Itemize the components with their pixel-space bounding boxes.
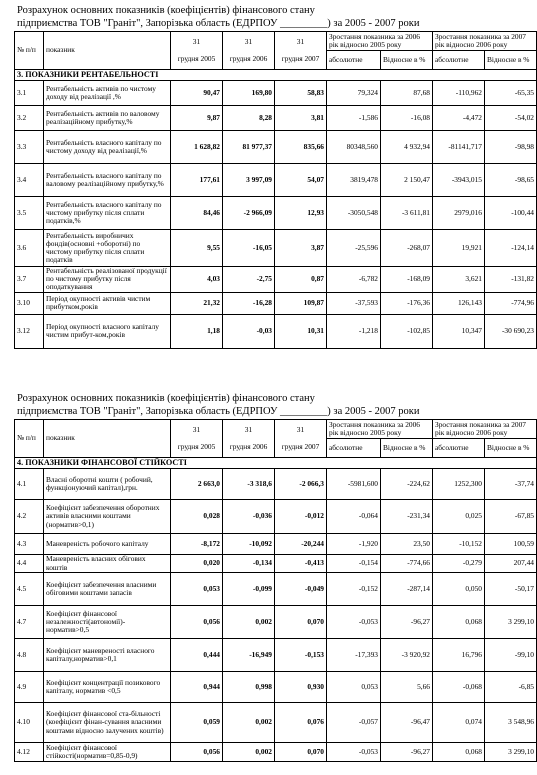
value-2005: 1 628,82 [171, 131, 223, 164]
rel-change-2006: -268,07 [381, 230, 433, 267]
value-2007: 0,87 [275, 267, 327, 293]
abs-change-2007: 1252,300 [433, 469, 485, 500]
row-number: 3.12 [15, 314, 44, 348]
col-header-2005: 31 грудня 2005 [171, 32, 223, 70]
abs-change-2007: 19,921 [433, 230, 485, 267]
indicator-name: Період окупності активів чистим прибутком,років [44, 292, 171, 314]
abs-change-2007: -3943,015 [433, 164, 485, 197]
abs-change-2007: 0,074 [433, 703, 485, 743]
abs-change-2006: -25,596 [327, 230, 381, 267]
value-2007: -0,012 [275, 500, 327, 534]
value-2007: 3,87 [275, 230, 327, 267]
rel-change-2006: -96,27 [381, 743, 433, 762]
value-2007: 0,076 [275, 703, 327, 743]
rel-change-2007: -774,96 [485, 292, 537, 314]
profitability-table [14, 31, 537, 349]
table-row [15, 743, 537, 762]
value-2005: 1,18 [171, 314, 223, 348]
abs-change-2007: 10,347 [433, 314, 485, 348]
abs-change-2007: -110,962 [433, 81, 485, 106]
table-row [15, 639, 537, 672]
col-header-number: № п/п [15, 32, 44, 70]
rel-change-2007: -99,10 [485, 639, 537, 672]
rel-change-2007: -50,17 [485, 573, 537, 606]
rel-change-2006: -774,66 [381, 555, 433, 573]
row-number: 3.6 [15, 230, 44, 267]
rel-change-2007: 100,59 [485, 534, 537, 555]
indicator-name: Рентабельність активів по чистому доходу від реалізації ,% [44, 81, 171, 106]
row-number: 3.7 [15, 267, 44, 293]
value-2006: 81 977,37 [223, 131, 275, 164]
row-number: 4.3 [15, 534, 44, 555]
abs-change-2007: 16,796 [433, 639, 485, 672]
value-2006: 3 997,09 [223, 164, 275, 197]
value-2006: -0,03 [223, 314, 275, 348]
abs-change-2006: -0,057 [327, 703, 381, 743]
value-2005: 0,444 [171, 639, 223, 672]
indicator-name: Рентабельність реалізованої продукції по чистому прибутку після оподаткування [44, 267, 171, 293]
value-2005: 21,32 [171, 292, 223, 314]
col-header-indicator: показник [44, 32, 171, 70]
row-number: 4.12 [15, 743, 44, 762]
value-2005: 0,056 [171, 743, 223, 762]
indicator-name: Коефіцієнт маневреності власного капіталу,норматив>0,1 [44, 639, 171, 672]
abs-change-2006: -0,154 [327, 555, 381, 573]
value-2007: 0,070 [275, 606, 327, 639]
rel-change-2006: -224,62 [381, 469, 433, 500]
rel-change-2006: 5,66 [381, 672, 433, 703]
section-title: 3. ПОКАЗНИКИ РЕНТАБЕЛЬНОСТІ [15, 70, 537, 81]
abs-change-2006: 79,324 [327, 81, 381, 106]
value-2006: 8,28 [223, 106, 275, 131]
value-2006: 169,80 [223, 81, 275, 106]
rel-change-2007: -98,65 [485, 164, 537, 197]
table-row [15, 555, 537, 573]
col-header-2005: 31 грудня 2005 [171, 420, 223, 458]
table-row [15, 703, 537, 743]
value-2007: 12,93 [275, 197, 327, 230]
col-header-growth-2007: Зростання показника за 2007 рік відносно 2006 року [433, 32, 537, 51]
abs-change-2006: -3050,548 [327, 197, 381, 230]
value-2005: 0,056 [171, 606, 223, 639]
abs-change-2007: 0,068 [433, 606, 485, 639]
table-row [15, 267, 537, 293]
rel-change-2006: 2 150,47 [381, 164, 433, 197]
col-header-2007: 31 грудня 2007 [275, 32, 327, 70]
indicator-name: Коефіцієнт фінансової стійкості(норматив=0,85-0,9) [44, 743, 171, 762]
table-row [15, 292, 537, 314]
block-heading [17, 392, 521, 418]
col-header-relative: Відносне в % [381, 51, 433, 70]
value-2007: -0,413 [275, 555, 327, 573]
table-row [15, 672, 537, 703]
value-2006: -2,75 [223, 267, 275, 293]
table-row [15, 606, 537, 639]
abs-change-2006: -0,053 [327, 743, 381, 762]
rel-change-2006: -168,09 [381, 267, 433, 293]
stability-block [14, 392, 534, 762]
value-2006: 0,002 [223, 606, 275, 639]
table-row [15, 131, 537, 164]
indicator-name: Коефіцієнт забезпечення оборотних активів власними коштами (норматив>0,1) [44, 500, 171, 534]
value-2007: 835,66 [275, 131, 327, 164]
heading-line-1: Розрахунок основних показників (коефіцієнтів) фінансового стану [17, 393, 315, 404]
col-header-absolute: абсолютне [433, 439, 485, 458]
value-2007: -0,049 [275, 573, 327, 606]
rel-change-2006: -176,36 [381, 292, 433, 314]
row-number: 3.1 [15, 81, 44, 106]
heading-line-2: підприємства ТОВ "Граніт", Запорізька область (ЕДРПОУ _________) за 2005 - 2007 роки [17, 18, 420, 29]
value-2006: -0,036 [223, 500, 275, 534]
value-2007: 0,070 [275, 743, 327, 762]
abs-change-2006: -1,218 [327, 314, 381, 348]
col-header-2007: 31 грудня 2007 [275, 420, 327, 458]
value-2005: 9,55 [171, 230, 223, 267]
indicator-name: Рентабельність виробничих фондів(основні +оборотні) по чистому прибутку після сплати податків [44, 230, 171, 267]
indicator-name: Власні оборотні кошти ( робочий, функціонуючий капітал),грн. [44, 469, 171, 500]
block-heading [17, 4, 521, 30]
col-header-relative: Відносне в % [485, 439, 537, 458]
heading-line-1: Розрахунок основних показників (коефіцієнтів) фінансового стану [17, 5, 315, 16]
section-title: 4. ПОКАЗНИКИ ФІНАНСОВОЇ СТІЙКОСТІ [15, 458, 537, 469]
value-2006: -2 966,09 [223, 197, 275, 230]
value-2005: 0,053 [171, 573, 223, 606]
value-2007: -2 066,3 [275, 469, 327, 500]
rel-change-2006: 87,68 [381, 81, 433, 106]
value-2005: -8,172 [171, 534, 223, 555]
value-2007: 54,07 [275, 164, 327, 197]
value-2006: -16,28 [223, 292, 275, 314]
col-header-number: № п/п [15, 420, 44, 458]
row-number: 4.8 [15, 639, 44, 672]
value-2006: -16,949 [223, 639, 275, 672]
indicator-name: Рентабельність власного капіталу по чистому доходу від реалізації,% [44, 131, 171, 164]
indicator-name: Коефіцієнт забезпечення власними обіговими коштами запасів [44, 573, 171, 606]
rel-change-2007: -98,98 [485, 131, 537, 164]
rel-change-2006: -102,85 [381, 314, 433, 348]
value-2006: 0,998 [223, 672, 275, 703]
value-2006: -0,134 [223, 555, 275, 573]
abs-change-2006: -37,593 [327, 292, 381, 314]
value-2005: 0,059 [171, 703, 223, 743]
table-row [15, 230, 537, 267]
row-number: 4.1 [15, 469, 44, 500]
indicator-name: Рентабельність власного капіталу по валовому реалізаційному прибутку,% [44, 164, 171, 197]
indicator-name: Маневреність власних обігових коштів [44, 555, 171, 573]
heading-line-2: підприємства ТОВ "Граніт", Запорізька область (ЕДРПОУ _________) за 2005 - 2007 роки [17, 406, 420, 417]
rel-change-2007: -124,14 [485, 230, 537, 267]
indicator-name: Маневреність робочого капіталу [44, 534, 171, 555]
value-2007: 3,81 [275, 106, 327, 131]
value-2007: 109,87 [275, 292, 327, 314]
abs-change-2006: -0,053 [327, 606, 381, 639]
table-row [15, 469, 537, 500]
value-2005: 84,46 [171, 197, 223, 230]
row-number: 3.5 [15, 197, 44, 230]
indicator-name: Рентабельність активів по валовому реалізаційному прибутку,% [44, 106, 171, 131]
value-2007: 58,83 [275, 81, 327, 106]
value-2005: 177,61 [171, 164, 223, 197]
indicator-name: Коефіцієнт фінансової незалежності(автономії)-норматив>0,5 [44, 606, 171, 639]
value-2005: 2 663,0 [171, 469, 223, 500]
rel-change-2007: 207,44 [485, 555, 537, 573]
abs-change-2007: -4,472 [433, 106, 485, 131]
row-number: 4.2 [15, 500, 44, 534]
abs-change-2006: 3819,478 [327, 164, 381, 197]
rel-change-2007: 3 299,10 [485, 743, 537, 762]
rel-change-2007: -30 690,23 [485, 314, 537, 348]
indicator-name: Період окупності власного капіталу чистим прибут-ком,років [44, 314, 171, 348]
abs-change-2006: -1,920 [327, 534, 381, 555]
rel-change-2007: -37,74 [485, 469, 537, 500]
rel-change-2007: 3 548,96 [485, 703, 537, 743]
indicator-name: Рентабельність власного капіталу по чистому прибутку після сплати податків,% [44, 197, 171, 230]
col-header-relative: Відносне в % [381, 439, 433, 458]
value-2006: 0,002 [223, 703, 275, 743]
section-row [15, 458, 537, 469]
rel-change-2006: -3 611,81 [381, 197, 433, 230]
rel-change-2006: 4 932,94 [381, 131, 433, 164]
abs-change-2007: 2979,016 [433, 197, 485, 230]
abs-change-2007: -10,152 [433, 534, 485, 555]
value-2005: 9,87 [171, 106, 223, 131]
value-2007: -20,244 [275, 534, 327, 555]
profitability-block [14, 4, 534, 349]
abs-change-2006: -0,152 [327, 573, 381, 606]
indicator-name: Коефіцієнт концентрації позикового капіталу, норматив <0,5 [44, 672, 171, 703]
value-2007: -0,153 [275, 639, 327, 672]
abs-change-2007: 0,025 [433, 500, 485, 534]
abs-change-2006: 0,053 [327, 672, 381, 703]
table-row [15, 106, 537, 131]
row-number: 4.4 [15, 555, 44, 573]
rel-change-2006: -96,47 [381, 703, 433, 743]
table-row [15, 314, 537, 348]
table-row [15, 534, 537, 555]
row-number: 4.10 [15, 703, 44, 743]
row-number: 3.3 [15, 131, 44, 164]
table-row [15, 164, 537, 197]
value-2005: 0,020 [171, 555, 223, 573]
table-row [15, 573, 537, 606]
rel-change-2007: -6,85 [485, 672, 537, 703]
abs-change-2007: -81141,717 [433, 131, 485, 164]
row-number: 3.10 [15, 292, 44, 314]
row-number: 3.2 [15, 106, 44, 131]
col-header-indicator: показник [44, 420, 171, 458]
row-number: 4.9 [15, 672, 44, 703]
abs-change-2006: -5981,600 [327, 469, 381, 500]
table-row [15, 81, 537, 106]
header-row [15, 420, 537, 439]
value-2006: -16,05 [223, 230, 275, 267]
rel-change-2007: 3 299,10 [485, 606, 537, 639]
rel-change-2006: -3 920,92 [381, 639, 433, 672]
abs-change-2007: -0,068 [433, 672, 485, 703]
col-header-2006: 31 грудня 2006 [223, 32, 275, 70]
value-2007: 0,930 [275, 672, 327, 703]
col-header-absolute: абсолютне [433, 51, 485, 70]
rel-change-2006: -96,27 [381, 606, 433, 639]
table-row [15, 500, 537, 534]
row-number: 4.7 [15, 606, 44, 639]
value-2007: 10,31 [275, 314, 327, 348]
header-row [15, 32, 537, 51]
value-2005: 4,03 [171, 267, 223, 293]
abs-change-2007: 126,143 [433, 292, 485, 314]
rel-change-2006: -231,34 [381, 500, 433, 534]
abs-change-2006: -6,782 [327, 267, 381, 293]
table-row [15, 197, 537, 230]
rel-change-2007: -54,02 [485, 106, 537, 131]
value-2006: 0,002 [223, 743, 275, 762]
rel-change-2006: -16,08 [381, 106, 433, 131]
stability-table [14, 419, 537, 762]
rel-change-2006: 23,50 [381, 534, 433, 555]
rel-change-2006: -287,14 [381, 573, 433, 606]
abs-change-2007: 3,621 [433, 267, 485, 293]
rel-change-2007: -131,82 [485, 267, 537, 293]
rel-change-2007: -100,44 [485, 197, 537, 230]
col-header-absolute: абсолютне [327, 51, 381, 70]
value-2005: 0,944 [171, 672, 223, 703]
abs-change-2007: 0,068 [433, 743, 485, 762]
col-header-growth-2007: Зростання показника за 2007 рік відносно 2006 року [433, 420, 537, 439]
value-2006: -0,099 [223, 573, 275, 606]
col-header-growth-2006: Зростання показника за 2006 рік відносно 2005 року [327, 32, 433, 51]
value-2006: -3 318,6 [223, 469, 275, 500]
abs-change-2006: -17,393 [327, 639, 381, 672]
abs-change-2007: -0,279 [433, 555, 485, 573]
value-2005: 0,028 [171, 500, 223, 534]
col-header-absolute: абсолютне [327, 439, 381, 458]
value-2006: -10,092 [223, 534, 275, 555]
row-number: 3.4 [15, 164, 44, 197]
abs-change-2006: -1,586 [327, 106, 381, 131]
rel-change-2007: -67,85 [485, 500, 537, 534]
rel-change-2007: -65,35 [485, 81, 537, 106]
section-row [15, 70, 537, 81]
indicator-name: Коефіцієнт фінансової ста-більності (коефіцієнт фінан-сування власними коштами відносно залучених коштів) [44, 703, 171, 743]
col-header-relative: Відносне в % [485, 51, 537, 70]
row-number: 4.5 [15, 573, 44, 606]
abs-change-2006: 80348,560 [327, 131, 381, 164]
col-header-2006: 31 грудня 2006 [223, 420, 275, 458]
value-2005: 90,47 [171, 81, 223, 106]
abs-change-2006: -0,064 [327, 500, 381, 534]
col-header-growth-2006: Зростання показника за 2006 рік відносно 2005 року [327, 420, 433, 439]
abs-change-2007: 0,050 [433, 573, 485, 606]
